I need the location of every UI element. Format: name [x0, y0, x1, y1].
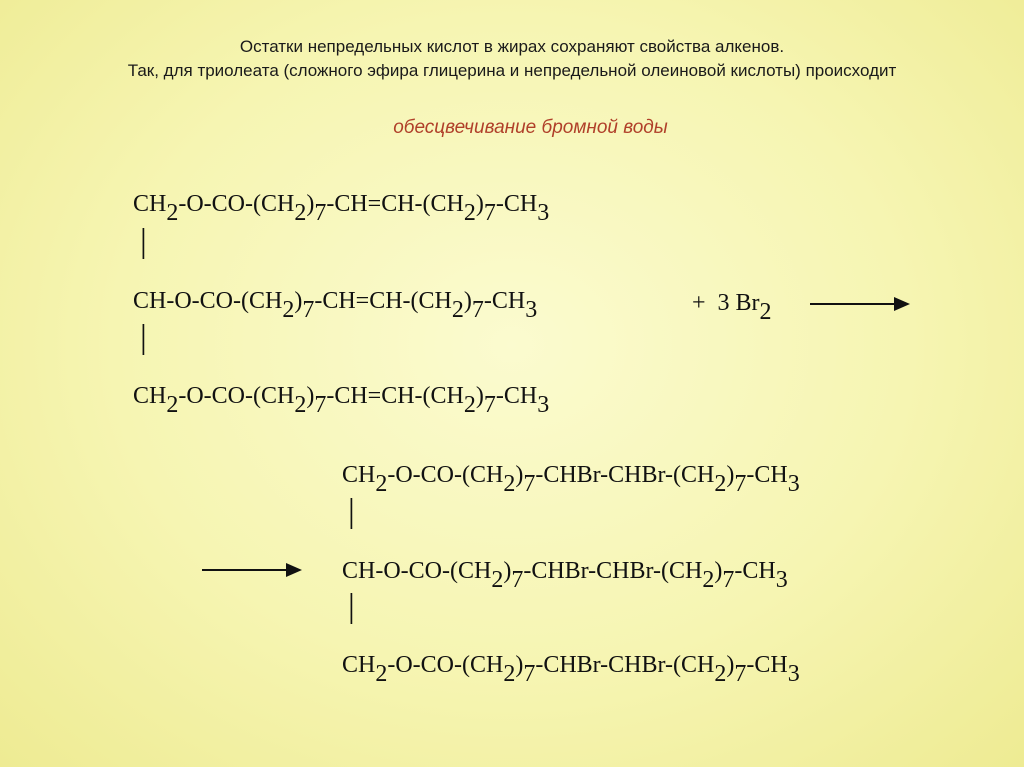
product-bond-1: | [348, 493, 355, 530]
reaction-arrow-product-icon [202, 560, 306, 580]
reaction-arrow-right-icon [810, 294, 914, 314]
header-line-2: Так, для триолеата (сложного эфира глицерина и непредельной олеиновой кислоты) происходит [127, 61, 897, 80]
reactant-formula-row-2: $CH-O-CO-(CH_2)_7-CH=CH-(CH_2)_7-CH_3$ [133, 288, 538, 323]
product-formula-row-3: $CH_2-O-CO-(CH_2)_7-CHBr-CHBr-(CH_2)_7-CH_3$ [342, 652, 800, 687]
reactant-formula-row-3: $CH_2-O-CO-(CH_2)_7-CH=CH-(CH_2)_7-CH_3$ [133, 383, 550, 418]
product-bond-2: | [348, 588, 355, 625]
product-formula-row-2: $CH-O-CO-(CH_2)_7-CHBr-CHBr-(CH_2)_7-CH_3$ [342, 558, 788, 593]
product-formula-row-1: $CH_2-O-CO-(CH_2)_7-CHBr-CHBr-(CH_2)_7-CH_3$ [342, 462, 800, 497]
header-line-1: Остатки непредельных кислот в жирах сохраняют свойства алкенов. [239, 37, 785, 56]
reactant-bond-2: | [140, 319, 147, 356]
subtitle: обесцвечивание бромной воды [393, 117, 668, 138]
reactant-formula-row-1: $CH_2-O-CO-(CH_2)_7-CH=CH-(CH_2)_7-CH_3$ [133, 191, 550, 226]
reagent-bromine: + 3 $Br_2$ [692, 290, 772, 325]
reactant-bond-1: | [140, 223, 147, 260]
